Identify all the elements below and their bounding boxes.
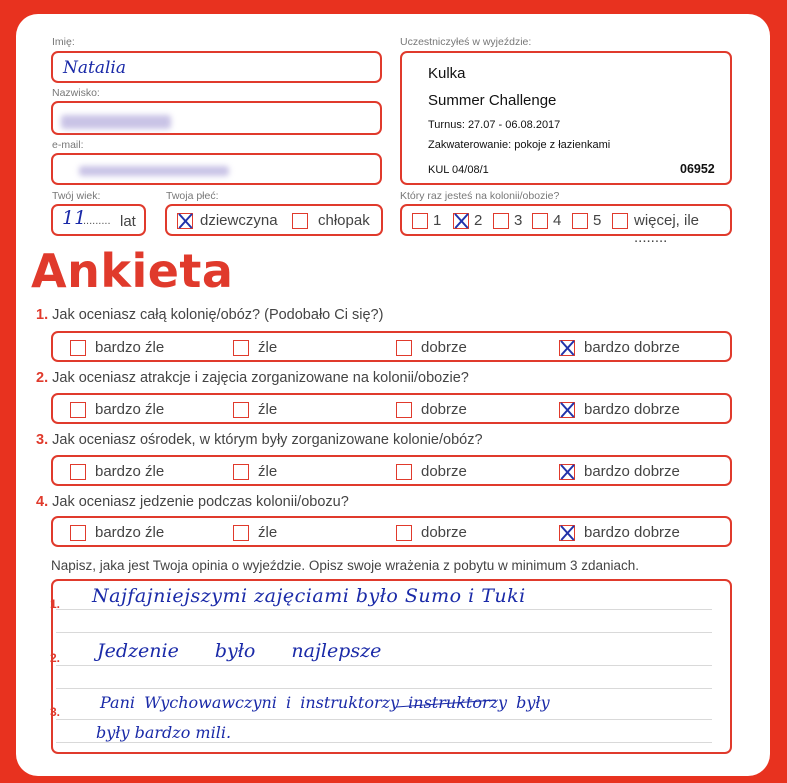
times-label: Który raz jesteś na kolonii/obozie?: [400, 190, 560, 202]
gender-male-checkbox[interactable]: [292, 213, 308, 229]
q1-option-2-label: źle: [258, 339, 278, 356]
times-4-label: 4: [553, 212, 562, 229]
q2-option-1-label: bardzo źle: [95, 401, 165, 418]
opinion-number-2: 2.: [50, 651, 61, 665]
gender-female-checkbox[interactable]: [177, 213, 193, 229]
surname-field[interactable]: [51, 101, 382, 135]
q3-option-4-label: bardzo dobrze: [584, 463, 680, 480]
q3-option-2-label: źle: [258, 463, 278, 480]
camp-accommodation: Zakwaterowanie: pokoje z łazienkami: [428, 139, 611, 151]
times-more-label: więcej, ile ........: [634, 212, 700, 246]
q2-option-1-checkbox[interactable]: [70, 402, 86, 418]
q4-option-2-checkbox[interactable]: [233, 525, 249, 541]
opinion-number-3: 3.: [50, 705, 61, 719]
times-2-label: 2: [474, 212, 483, 229]
age-label: Twój wiek:: [52, 190, 101, 202]
survey-title: Ankieta: [31, 244, 234, 298]
q3-option-4-checkbox[interactable]: [559, 464, 575, 480]
times-3-checkbox[interactable]: [493, 213, 509, 229]
q2-option-4-checkbox[interactable]: [559, 402, 575, 418]
participant-label: Uczestniczyłeś w wyjeździe:: [400, 36, 532, 48]
times-1-checkbox[interactable]: [412, 213, 428, 229]
camp-name: Kulka: [428, 65, 466, 82]
q3-option-1-label: bardzo źle: [95, 463, 165, 480]
age-dots: .........: [83, 215, 111, 227]
opinion-prompt: Napisz, jaka jest Twoja opinia o wyjeździe. Opisz swoje wrażenia z pobytu w minimum 3 zdaniach.: [51, 558, 640, 573]
q3-option-2-checkbox[interactable]: [233, 464, 249, 480]
question-4-number: 4.: [36, 494, 49, 510]
question-1-text: [36, 307, 383, 323]
q2-option-3-checkbox[interactable]: [396, 402, 412, 418]
question-3-options: [51, 455, 732, 486]
surname-redacted: [61, 115, 171, 129]
email-label: e-mail:: [52, 139, 84, 151]
opinion-line-3b: [56, 742, 712, 743]
question-4-options: [51, 516, 732, 547]
q2-option-2-label: źle: [258, 401, 278, 418]
q1-option-4-checkbox[interactable]: [559, 340, 575, 356]
opinion-answer-3-cont: były bardzo mili.: [96, 723, 232, 742]
opinion-number-1: 1.: [50, 597, 61, 611]
question-1-number: 1.: [36, 307, 49, 323]
q3-option-3-label: dobrze: [421, 463, 467, 480]
times-1-label: 1: [433, 212, 442, 229]
question-2-options: [51, 393, 732, 424]
q1-option-1-label: bardzo źle: [95, 339, 165, 356]
question-2-text: [36, 370, 469, 386]
q4-option-3-checkbox[interactable]: [396, 525, 412, 541]
camp-turnus: Turnus: 27.07 - 06.08.2017: [428, 119, 561, 131]
times-5-label: 5: [593, 212, 602, 229]
opinion-answer-3: Pani Wychowawczyni i instruktorzy instruktorzy były: [100, 693, 550, 712]
opinion-line-3a: [56, 719, 712, 720]
times-2-checkbox[interactable]: [453, 213, 469, 229]
q1-option-3-checkbox[interactable]: [396, 340, 412, 356]
age-value: 11: [62, 207, 87, 229]
q2-option-4-label: bardzo dobrze: [584, 401, 680, 418]
times-4-checkbox[interactable]: [532, 213, 548, 229]
gender-male-label: chłopak: [318, 212, 370, 229]
question-3-label: Jak oceniasz ośrodek, w którym były zorganizowane kolonie/obóz?: [52, 432, 483, 448]
times-field: [400, 204, 732, 246]
opinion-answer-2: Jedzenie było najlepsze: [97, 640, 382, 662]
gender-label: Twoja płeć:: [166, 190, 219, 202]
camp-number: 06952: [680, 162, 715, 176]
q1-option-3-label: dobrze: [421, 339, 467, 356]
question-3-text: [36, 432, 483, 448]
name-label: Imię:: [52, 36, 75, 48]
q4-option-2-label: źle: [258, 524, 278, 541]
q1-option-2-checkbox[interactable]: [233, 340, 249, 356]
times-more-checkbox[interactable]: [612, 213, 628, 229]
name-field[interactable]: [51, 51, 382, 83]
age-field[interactable]: [51, 204, 146, 236]
times-3-label: 3: [514, 212, 523, 229]
question-4-text: [36, 494, 349, 510]
q4-option-3-label: dobrze: [421, 524, 467, 541]
q3-option-3-checkbox[interactable]: [396, 464, 412, 480]
question-4-label: Jak oceniasz jedzenie podczas kolonii/obozu?: [52, 494, 349, 510]
q4-option-4-label: bardzo dobrze: [584, 524, 680, 541]
gender-female-label: dziewczyna: [200, 212, 278, 229]
question-3-number: 3.: [36, 432, 49, 448]
name-value: Natalia: [63, 58, 126, 78]
camp-subtitle: Summer Challenge: [428, 92, 557, 109]
opinion-line-2b: [56, 688, 712, 689]
gender-field: [165, 204, 383, 236]
q1-option-4-label: bardzo dobrze: [584, 339, 680, 356]
question-2-number: 2.: [36, 370, 49, 386]
q4-option-4-checkbox[interactable]: [559, 525, 575, 541]
q2-option-3-label: dobrze: [421, 401, 467, 418]
camp-code: KUL 04/08/1: [428, 164, 489, 176]
email-field[interactable]: [51, 153, 382, 185]
times-5-checkbox[interactable]: [572, 213, 588, 229]
q4-option-1-checkbox[interactable]: [70, 525, 86, 541]
q3-option-1-checkbox[interactable]: [70, 464, 86, 480]
opinion-line-1a: [56, 609, 712, 610]
surname-label: Nazwisko:: [52, 87, 100, 99]
q1-option-1-checkbox[interactable]: [70, 340, 86, 356]
age-unit: lat: [120, 213, 136, 230]
opinion-line-1b: [56, 632, 712, 633]
question-1-label: Jak oceniasz całą kolonię/obóz? (Podobało Ci się?): [52, 307, 384, 323]
question-1-options: [51, 331, 732, 362]
email-redacted: [79, 166, 229, 176]
q2-option-2-checkbox[interactable]: [233, 402, 249, 418]
question-2-label: Jak oceniasz atrakcje i zajęcia zorganizowane na kolonii/obozie?: [52, 370, 469, 386]
opinion-answer-1: Najfajniejszymi zajęciami było Sumo i Tuki: [92, 585, 526, 607]
camp-info-box: [400, 51, 732, 185]
q4-option-1-label: bardzo źle: [95, 524, 165, 541]
opinion-line-2a: [56, 665, 712, 666]
